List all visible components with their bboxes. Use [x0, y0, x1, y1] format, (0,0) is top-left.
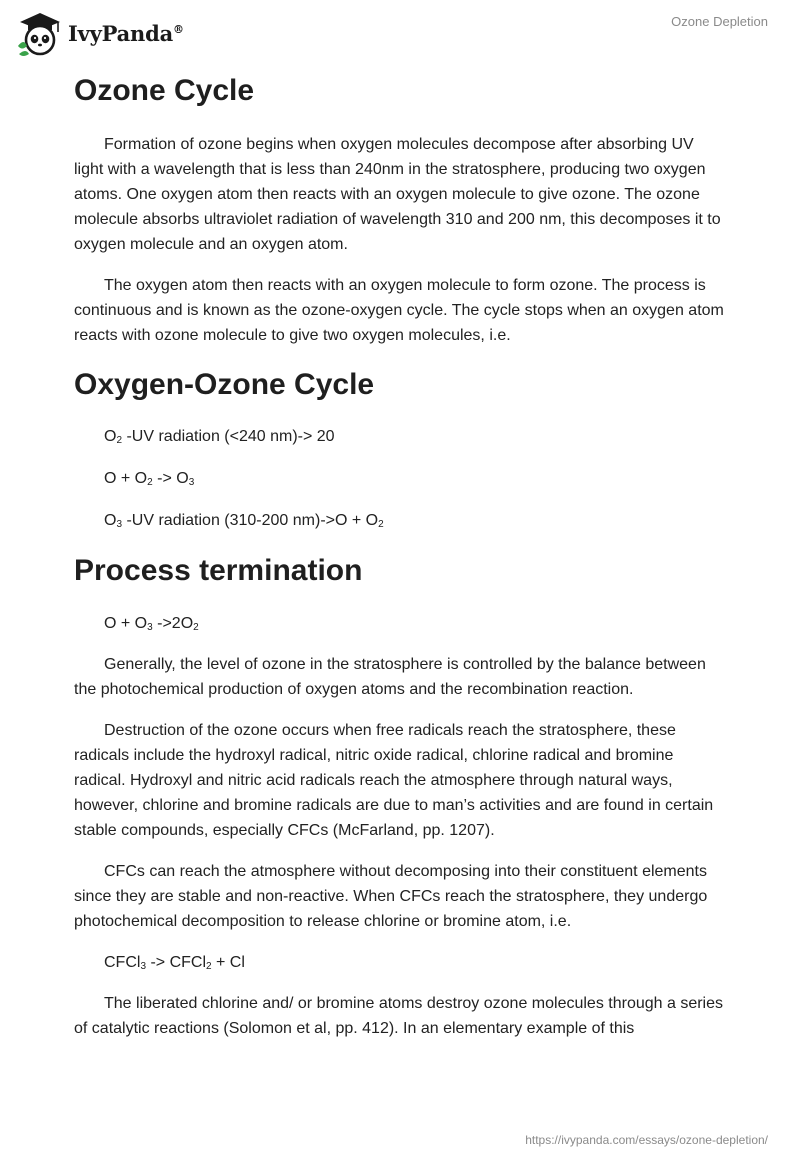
article-body: [74, 70, 724, 1041]
paragraph: Destruction of the ozone occurs when free radicals reach the stratosphere, these radicals include the hydroxyl radical, nitric oxide radical, chlorine radical and bromine radical. Hydroxyl and nitric acid radicals reach the atmosphere through natural ways, however, chlorine and bromine radicals are due to man’s activities and are found in certain stable compounds, especially CFCs (McFarland, pp. 1207).: [74, 722, 714, 839]
paragraph: CFCs can reach the atmosphere without decomposing into their constituent elements since they are stable and non-reactive. When CFCs reach the stratosphere, they undergo photochemical decomposition to release chlorine or bromine atom, i.e.: [74, 863, 708, 930]
panda-graduate-icon: [14, 8, 64, 58]
document-title: Ozone Depletion: [671, 14, 768, 29]
formula: CFCl$_3$ -> CFCl$_2$ + Cl: [104, 954, 245, 972]
heading-ozone-cycle: Ozone Cycle: [74, 74, 255, 107]
ivypanda-logo[interactable]: [14, 8, 184, 58]
paragraph: The liberated chlorine and/ or bromine atoms destroy ozone molecules through a series of catalytic reactions (Solomon et al, pp. 412). In an elementary example of this: [74, 995, 723, 1037]
formula: $O_2$ -UV radiation (<240 nm)-> 20: [104, 428, 335, 446]
page-header: [0, 0, 800, 66]
formula: $O + O_2 -> O_3$: [104, 470, 195, 488]
paragraph: The oxygen atom then reacts with an oxygen molecule to form ozone. The process is continuous and is known as the ozone-oxygen cycle. The cycle stops when an oxygen atom reacts with ozone molecule to give two oxygen molecules, i.e.: [74, 277, 724, 344]
paragraph: Formation of ozone begins when oxygen molecules decompose after absorbing UV light with a wavelength that is less than 240nm in the stratosphere, producing two oxygen atoms. One oxygen atom then reacts with an oxygen molecule to give ozone. The ozone molecule absorbs ultraviolet radiation of wavelength 310 and 200 nm, this decomposes it to oxygen molecule and an oxygen atom.: [74, 136, 721, 253]
heading-oxygen-ozone-cycle: Oxygen-Ozone Cycle: [74, 368, 375, 401]
paragraph: Generally, the level of ozone in the stratosphere is controlled by the balance between the photochemical production of oxygen atoms and the recombination reaction.: [74, 656, 706, 698]
heading-process-termination: Process termination: [74, 554, 363, 587]
brand-name: IvyPanda®: [68, 20, 184, 46]
formula: $O_3$ -UV radiation (310-200 $nm)->O + O_2$: [104, 512, 384, 530]
source-url[interactable]: https://ivypanda.com/essays/ozone-depletion/: [525, 1133, 768, 1147]
formula: $O + O_3$ $->2O_2$: [104, 615, 199, 633]
